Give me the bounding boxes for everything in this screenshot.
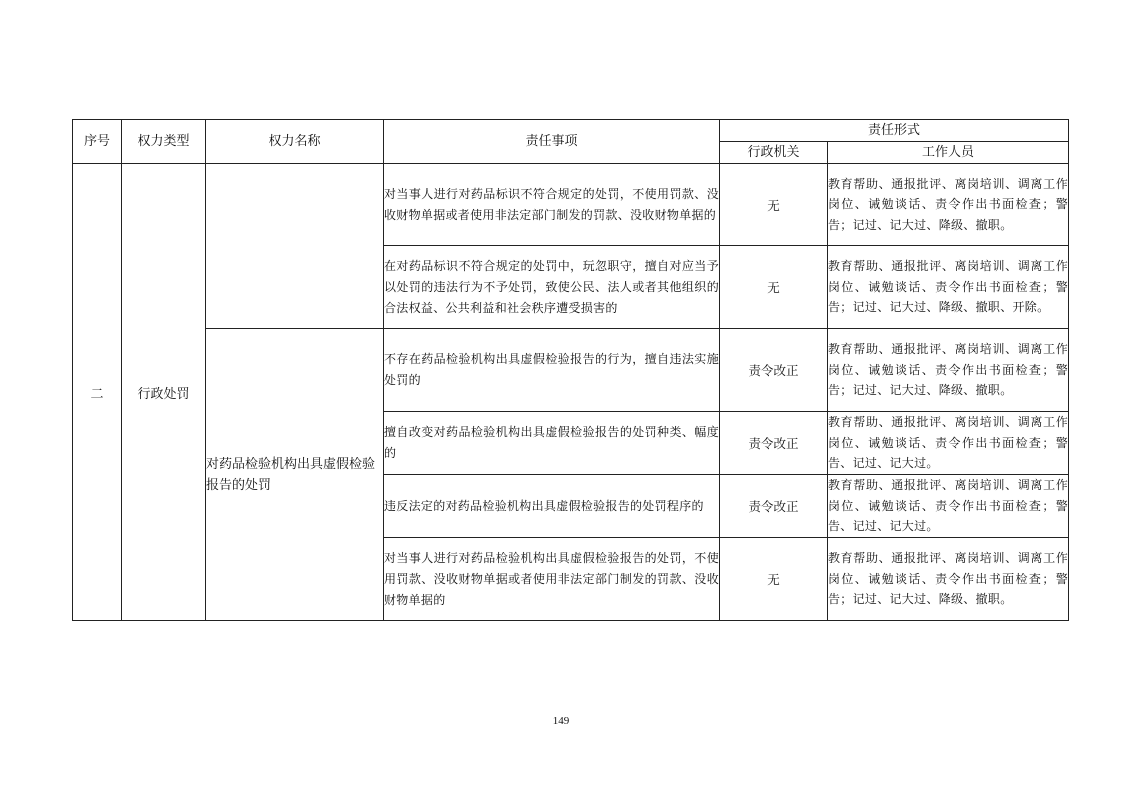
table-body [73,164,1069,621]
power-name-cell: 对药品检验机构出具虚假检验报告的处罚 [206,329,384,621]
responsibility-matter-cell: 对当事人进行对药品标识不符合规定的处罚，不使用罚款、没收财物单据或者使用非法定部门制发的罚款、没收财物单据的 [384,164,720,246]
admin-organ-cell: 无 [720,246,828,329]
header-seq: 序号 [73,120,122,164]
staff-cell: 教育帮助、通报批评、离岗培训、调离工作岗位、诫勉谈话、责令作出书面检查；警告；记过、记大过、降级、撤职。 [828,329,1069,412]
responsibility-matter-cell: 不存在药品检验机构出具虚假检验报告的行为，擅自违法实施处罚的 [384,329,720,412]
power-name-cell [206,164,384,329]
page-number: 149 [552,715,570,727]
admin-organ-cell: 责令改正 [720,475,828,538]
table-header [73,120,1069,164]
responsibility-table [72,119,1069,621]
responsibility-matter-cell: 在对药品标识不符合规定的处罚中，玩忽职守，擅自对应当予以处罚的违法行为不予处罚，致使公民、法人或者其他组织的合法权益、公共利益和社会秩序遭受损害的 [384,246,720,329]
header-row [73,120,1069,142]
power-type-cell: 行政处罚 [122,164,206,621]
responsibility-matter-cell: 擅自改变对药品检验机构出具虚假检验报告的处罚种类、幅度的 [384,412,720,475]
header-power-name: 权力名称 [206,120,384,164]
admin-organ-cell: 无 [720,538,828,621]
staff-cell: 教育帮助、通报批评、离岗培训、调离工作岗位、诫勉谈话、责令作出书面检查；警告；记过、记大过、降级、撤职。 [828,164,1069,246]
admin-organ-cell: 责令改正 [720,412,828,475]
header-power-type: 权力类型 [122,120,206,164]
header-admin-organ: 行政机关 [720,142,828,164]
header-responsibility-form: 责任形式 [720,120,1069,142]
staff-cell: 教育帮助、通报批评、离岗培训、调离工作岗位、诫勉谈话、责令作出书面检查；警告；记过、记大过、降级、撤职、开除。 [828,246,1069,329]
table-row [73,164,1069,246]
responsibility-matter-cell: 违反法定的对药品检验机构出具虚假检验报告的处罚程序的 [384,475,720,538]
staff-cell: 教育帮助、通报批评、离岗培训、调离工作岗位、诫勉谈话、责令作出书面检查；警告、记过、记大过。 [828,475,1069,538]
responsibility-matter-cell: 对当事人进行对药品检验机构出具虚假检验报告的处罚，不使用罚款、没收财物单据或者使用非法定部门制发的罚款、没收财物单据的 [384,538,720,621]
table-row [73,329,1069,412]
staff-cell: 教育帮助、通报批评、离岗培训、调离工作岗位、诫勉谈话、责令作出书面检查；警告；记过、记大过、降级、撤职。 [828,538,1069,621]
header-responsibility-matter: 责任事项 [384,120,720,164]
staff-cell: 教育帮助、通报批评、离岗培训、调离工作岗位、诫勉谈话、责令作出书面检查；警告、记过、记大过。 [828,412,1069,475]
admin-organ-cell: 无 [720,164,828,246]
seq-cell: 二 [73,164,122,621]
admin-organ-cell: 责令改正 [720,329,828,412]
header-staff: 工作人员 [828,142,1069,164]
